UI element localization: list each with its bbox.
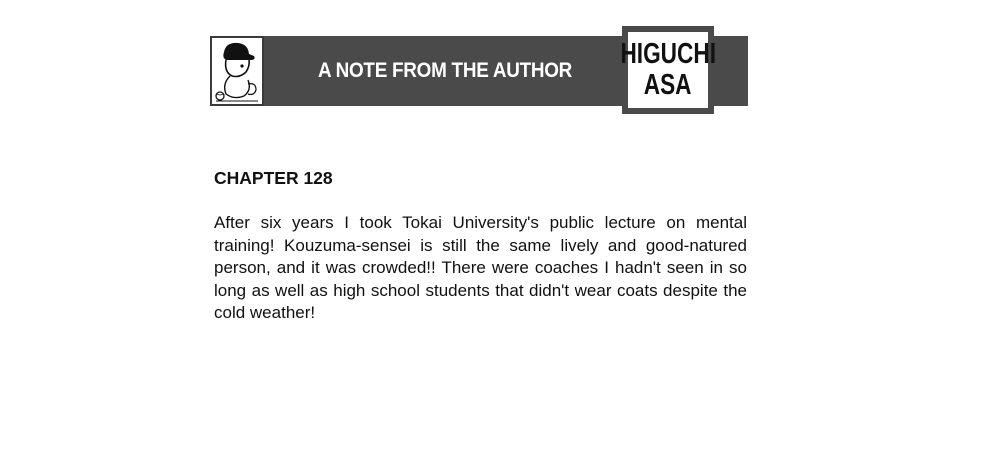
note-body: After six years I took Tokai University's public lecture on mental training! Kouzuma-sensei is still the same lively and good-natured person, and it was crowded!! There were coaches I hadn't seen in so long as well as high school students that didn't wear coats despite the cold weather! [214,213,747,322]
author-name-line2: ASA [644,69,692,101]
chapter-heading: CHAPTER 128 [214,168,333,188]
author-name-line1: HIGUCHI [620,38,716,70]
author-logo [210,36,264,106]
author-name-box [622,26,714,114]
cat-doodle-icon [212,38,262,104]
page-title: A NOTE FROM THE AUTHOR [317,59,573,82]
